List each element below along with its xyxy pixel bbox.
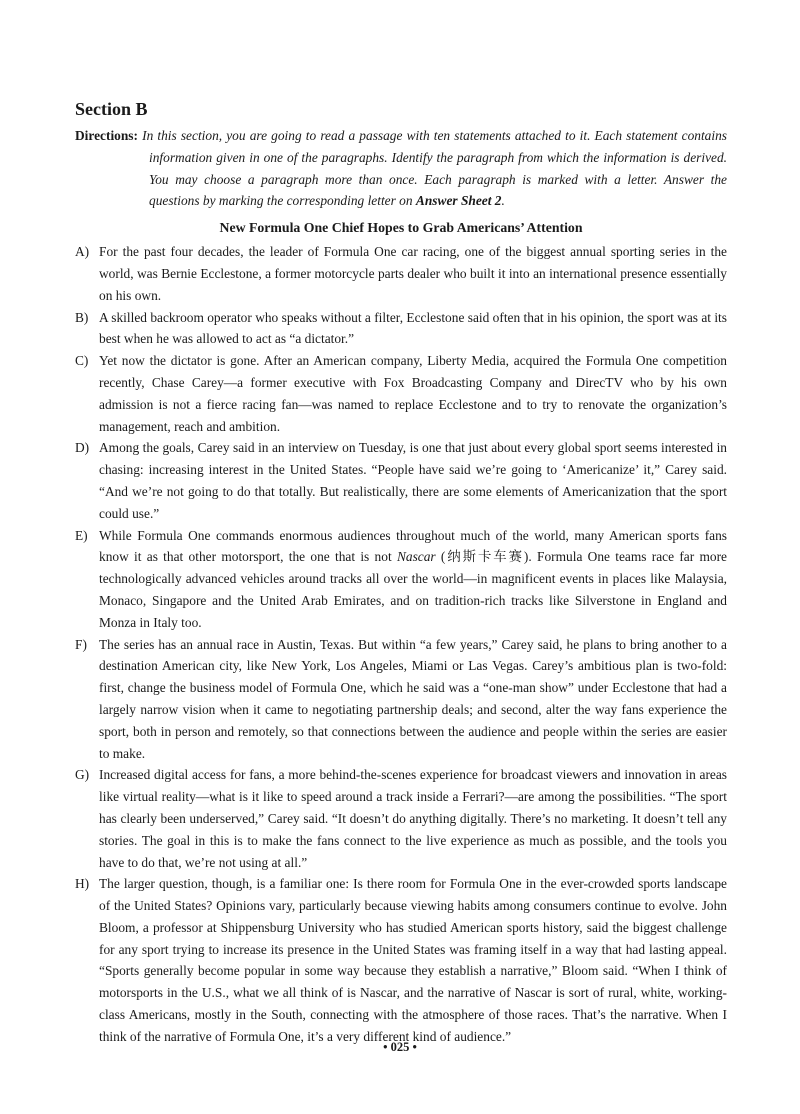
paragraph-text: The series has an annual race in Austin, Texas. But within “a few years,” Carey said, he plans to bring another to a destination American city, like New York, Los Angeles, Miami or Las Vegas. Carey’s ambitious plan is two-fold: first, change the business model of Formula One, which he said was a “one-man show” under Ecclestone that had a largely narrow vision when it came to negotiating partnership deals; and second, alter the way fans experience the sport, both in person and remotely, so that connections between the audience and people within the series are easier to make. bbox=[99, 636, 727, 761]
paragraph-letter: B) bbox=[75, 309, 89, 325]
directions-label: Directions: bbox=[75, 128, 138, 143]
paragraph-a bbox=[75, 241, 727, 306]
paragraph-b bbox=[75, 307, 727, 351]
paragraph-text: The larger question, though, is a familiar one: Is there room for Formula One in the ever-crowded sports landscape of the United States? Opinions vary, particularly because viewing habits among consumers continue to evolve. John Bloom, a professor at Shippensburg University who has studied American sports history, said the biggest challenge for any sport trying to increase its presence in the United States was framing itself in a way that had lasting appeal. “Sports generally become popular in some way because they establish a narrative,” Bloom said. “When I think of motorsports in the U.S., what we all think of is Nascar, and the narrative of Nascar is sort of rural, white, working-class Americans, mostly in the South, connecting with the atmosphere of those races. That’s the narrative. When I think of the narrative of Formula One, it’s a very different kind of audience.” bbox=[99, 876, 727, 1044]
paragraph-text: Among the goals, Carey said in an interview on Tuesday, is one that just about every global sport seems interested in chasing: increasing interest in the United States. “People have said we’re going to ‘Americanize’ it,” Carey said. “And we’re not going to do that totally. But realistically, there are some elements of Americanization that the sport could use.” bbox=[99, 440, 727, 521]
section-title: Section B bbox=[75, 99, 148, 119]
directions bbox=[75, 125, 727, 212]
answer-sheet-label: Answer Sheet 2 bbox=[415, 193, 502, 209]
paragraph-d bbox=[75, 437, 727, 524]
paragraph-text: Yet now the dictator is gone. After an American company, Liberty Media, acquired the Formula One competition recently, Chase Carey—a former executive with Fox Broadcasting Company and DirecTV who by his own admission is not a fierce racing fan—was named to replace Ecclestone and to try to renovate the organization’s management, reach and ambition. bbox=[99, 353, 727, 434]
paragraph-letter: H) bbox=[75, 876, 90, 892]
paragraph-letter: F) bbox=[75, 636, 87, 652]
paragraph-letter: C) bbox=[75, 353, 89, 369]
paragraph-f bbox=[75, 634, 727, 765]
paragraph-e bbox=[75, 525, 727, 634]
page-content bbox=[75, 98, 727, 1048]
paragraph-text: A skilled backroom operator who speaks without a filter, Ecclestone said often that in his opinion, the sport was at its best when he was allowed to act as “a dictator.” bbox=[99, 309, 727, 347]
paragraph-h bbox=[75, 873, 727, 1047]
nascar-italic: Nascar bbox=[396, 549, 436, 565]
paragraph-letter: G) bbox=[75, 767, 90, 783]
paragraph-text: Increased digital access for fans, a more behind-the-scenes experience for broadcast viewers and innovation in areas like virtual reality—what is it like to speed around a track inside a Ferrari?—are among the possibilities. “The sport has clearly been underserved,” Carey said. “It doesn’t do anything digitally. There’s no marketing. It doesn’t tell any stories. The goal in this is to make the fans connect to the live experience as much as possible, and the tools you have to do that, we’re not using at all.” bbox=[99, 767, 727, 870]
paragraph-letter: D) bbox=[75, 440, 90, 456]
paragraph-text-after: (纳斯卡车赛). Formula One teams race far more technologically advanced vehicles around tracks all over the world—in magnificent events in places like Malaysia, Monaco, Singapore and the United Arab Emirates, and on tradition-rich tracks like Silverstone in England and Monza in Italy too. bbox=[99, 549, 727, 630]
directions-text-end: . bbox=[501, 193, 505, 209]
paragraph-c bbox=[75, 350, 727, 437]
paragraph-text: For the past four decades, the leader of Formula One car racing, one of the biggest annual sporting series in the world, was Bernie Ecclestone, a former motorcycle parts dealer who built it into an international presence essentially on his own. bbox=[99, 244, 727, 303]
directions-text: In this section, you are going to read a passage with ten statements attached to it. Each statement contains information given in one of the paragraphs. Identify the paragraph from which the information is derived. You may choose a paragraph more than once. Each paragraph is marked with a letter. Answer the questions by marking the corresponding letter on bbox=[137, 128, 727, 209]
passage-title: New Formula One Chief Hopes to Grab Americans’ Attention bbox=[219, 220, 583, 236]
paragraph-letter: E) bbox=[75, 527, 88, 543]
paragraph-letter: A) bbox=[75, 244, 90, 260]
paragraph-text-before: While Formula One commands enormous audiences throughout much of the world, many American sports fans know it as that other motorsport, the one that is not bbox=[99, 527, 727, 565]
paragraph-text bbox=[99, 525, 727, 634]
paragraph-g bbox=[75, 764, 727, 873]
page-number: • 025 • bbox=[383, 1040, 417, 1054]
